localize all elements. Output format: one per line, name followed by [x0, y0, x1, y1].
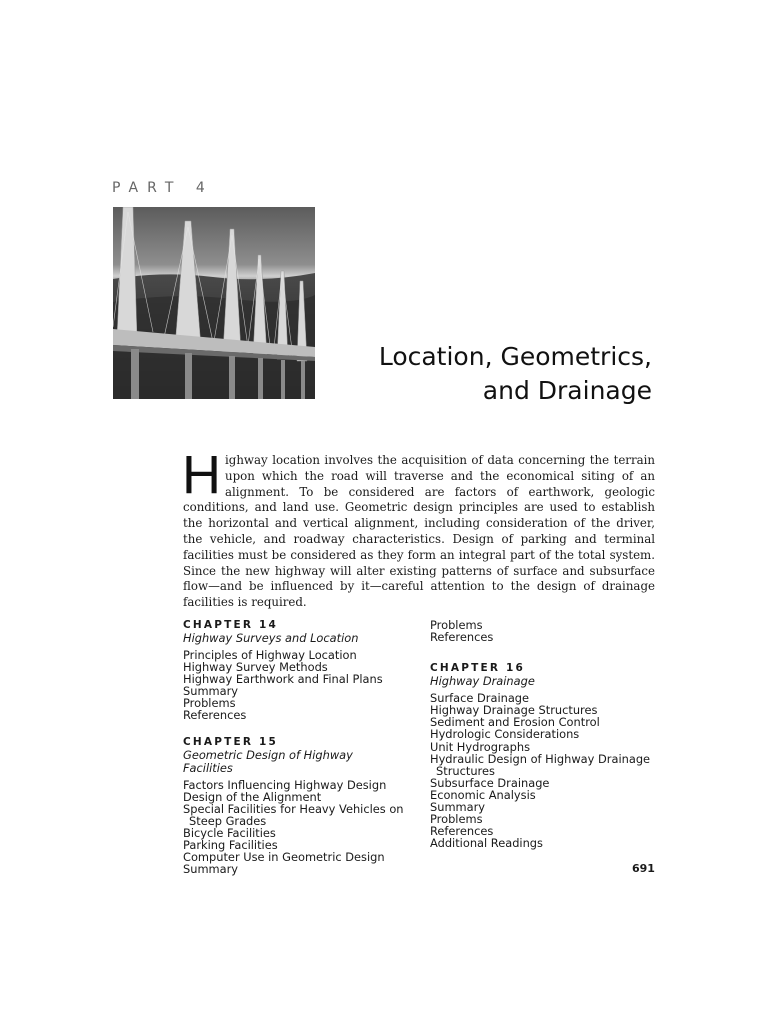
- toc-item[interactable]: Economic Analysis: [430, 787, 536, 802]
- toc-item[interactable]: Problems: [183, 696, 236, 711]
- toc-item[interactable]: Principles of Highway Location: [183, 648, 357, 662]
- toc-item[interactable]: Sediment and Erosion Control: [430, 715, 600, 730]
- toc-item[interactable]: Steep Grades: [189, 813, 267, 828]
- toc-item[interactable]: Summary: [430, 800, 486, 815]
- toc-item[interactable]: Special Facilities for Heavy Vehicles on: [183, 801, 404, 816]
- bridge-photo: [113, 207, 315, 399]
- toc-item[interactable]: Summary: [183, 862, 239, 877]
- chapter-heading[interactable]: CHAPTER 15: [183, 735, 279, 748]
- toc-item[interactable]: Additional Readings: [430, 836, 543, 851]
- toc-item[interactable]: References: [183, 708, 247, 723]
- page-number: 691: [632, 862, 655, 875]
- toc-item[interactable]: References: [430, 630, 494, 645]
- toc-item[interactable]: Summary: [183, 684, 239, 699]
- chapter-15-block-continued: [430, 619, 655, 643]
- chapter-16-block: [430, 662, 655, 849]
- toc-item[interactable]: References: [430, 824, 494, 839]
- chapter-15-block: [183, 735, 404, 877]
- chapter-heading[interactable]: CHAPTER 14: [183, 619, 279, 631]
- toc-item[interactable]: Hydraulic Design of Highway Drainage: [430, 751, 651, 766]
- toc-column-left: [183, 619, 404, 889]
- toc-item[interactable]: Unit Hydrographs: [430, 739, 531, 754]
- toc-item[interactable]: Problems: [430, 618, 483, 632]
- chapter-heading[interactable]: CHAPTER 16: [430, 662, 526, 675]
- toc-item[interactable]: Computer Use in Geometric Design: [183, 850, 385, 865]
- intro-paragraph: [182, 445, 655, 611]
- intro-text: ighway location involves the acquisition of data concerning the terrain upon which the road will traverse and the economical siting of an alignment. To be considered are factors of earthwork, geologic conditions, and land use. Geometric design principles are used to establish the horizontal and vertical alignment, including consideration of the driver, the vehicle, and roadway characteristics. Design of parking and terminal facilities must be considered as they form an integral part of the total system. Since the new highway will alter existing patterns of surface and subsurface flow—and be influenced by it—careful attention to the design of drainage facilities is required.: [183, 453, 655, 610]
- toc-item[interactable]: Highway Earthwork and Final Plans: [183, 672, 383, 687]
- toc-item[interactable]: Design of the Alignment: [183, 789, 322, 804]
- chapter-subtitle[interactable]: Geometric Design of Highway Facilities: [183, 747, 353, 775]
- toc-item[interactable]: Highway Drainage Structures: [430, 703, 598, 718]
- toc-item[interactable]: Hydrologic Considerations: [430, 727, 580, 742]
- toc-column-right: [430, 619, 655, 863]
- chapter-subtitle[interactable]: Highway Surveys and Location: [183, 631, 359, 645]
- chapter-14-block: [183, 619, 398, 722]
- part-label: PART 4: [112, 180, 214, 196]
- toc-item[interactable]: Highway Survey Methods: [183, 660, 328, 675]
- part-title-line-2: and Drainage: [482, 376, 652, 405]
- drop-cap: H: [182, 445, 221, 505]
- toc-item[interactable]: Factors Influencing Highway Design: [183, 777, 387, 792]
- bridge-photo-graphic: [113, 207, 315, 399]
- toc-item[interactable]: Subsurface Drainage: [430, 775, 550, 790]
- toc-item[interactable]: Structures: [436, 763, 495, 778]
- part-title: [379, 340, 652, 408]
- chapter-subtitle[interactable]: Highway Drainage: [430, 674, 535, 689]
- toc-item[interactable]: Bicycle Facilities: [183, 825, 276, 840]
- part-title-line-1: Location, Geometrics,: [378, 342, 652, 371]
- toc-item[interactable]: Parking Facilities: [183, 838, 278, 853]
- toc-item[interactable]: Surface Drainage: [430, 691, 530, 706]
- toc-item[interactable]: Problems: [430, 812, 483, 827]
